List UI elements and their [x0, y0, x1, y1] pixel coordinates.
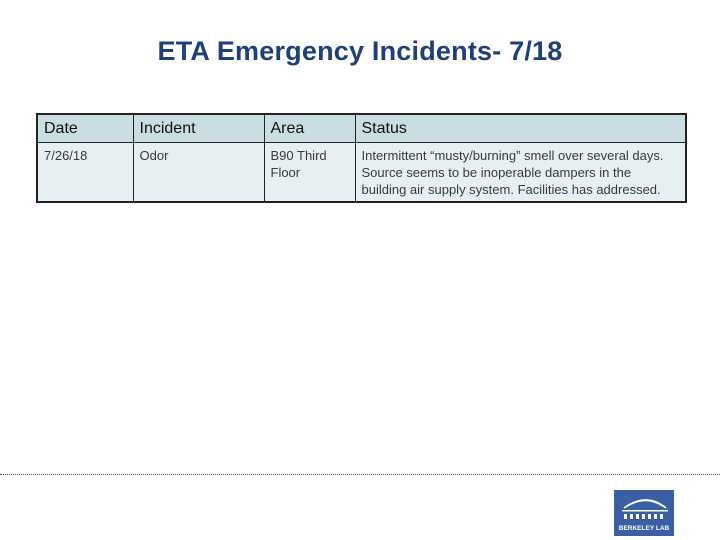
berkeley-lab-logo-icon: [614, 490, 674, 536]
table-row: [37, 142, 686, 202]
header-status: Status: [355, 114, 686, 142]
cell-area: B90 Third Floor: [264, 142, 355, 202]
table-header-row: [37, 114, 686, 142]
logo-text: BERKELEY LAB: [618, 525, 670, 532]
berkeley-lab-logo: [614, 490, 674, 536]
header-date: Date: [37, 114, 133, 142]
page-title: ETA Emergency Incidents- 7/18: [157, 36, 563, 66]
cell-status: Intermittent “musty/burning” smell over several days. Source seems to be inoperable dampers in the building air supply system. Facilities has addressed.: [355, 142, 686, 202]
footer-divider: [0, 474, 720, 475]
header-incident: Incident: [133, 114, 264, 142]
incidents-table: [36, 113, 687, 203]
cell-date: 7/26/18: [37, 142, 133, 202]
cell-incident: Odor: [133, 142, 264, 202]
header-area: Area: [264, 114, 355, 142]
